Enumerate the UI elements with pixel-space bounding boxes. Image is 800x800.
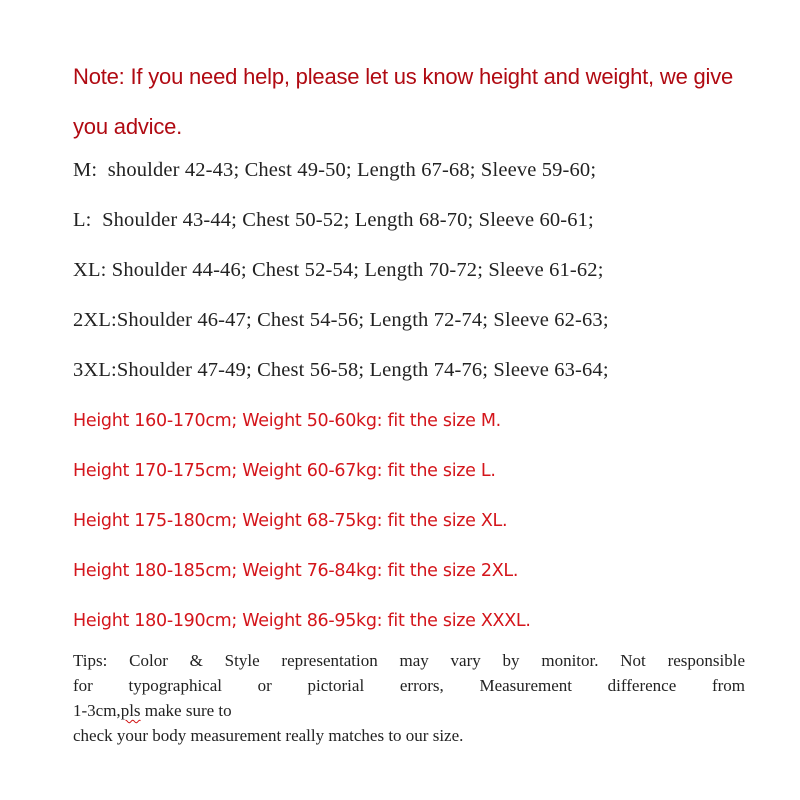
fit-row-xxxl: Height 180-190cm; Weight 86-95kg: fit the size XXXL. (73, 611, 531, 631)
size-label: L: (73, 209, 92, 231)
tips-line-2: for typographical or pictorial errors, Measurement difference from (73, 676, 745, 695)
size-label: 3XL: (73, 359, 117, 381)
tips-line-4: check your body measurement really matches to our size. (73, 726, 464, 745)
size-label: M: (73, 159, 98, 181)
help-note: Note: If you need help, please let us know height and weight, we give you advice. (73, 64, 734, 139)
size-label: 2XL: (73, 309, 117, 331)
size-row-3xl (73, 352, 773, 402)
size-measurements: Shoulder 47-49; Chest 56-58; Length 74-76; Sleeve 63-64; (116, 359, 609, 381)
size-measurements: shoulder 42-43; Chest 49-50; Length 67-68; Sleeve 59-60; (107, 159, 597, 181)
fit-row-xl: Height 175-180cm; Weight 68-75kg: fit the size XL. (73, 511, 508, 531)
tips-line-1: Tips: Color & Style representation may vary by monitor. Not responsible (73, 651, 745, 670)
spellcheck-flagged-word: pls (120, 701, 141, 720)
size-row-xl (73, 252, 773, 302)
size-measurements: Shoulder 46-47; Chest 54-56; Length 72-74; Sleeve 62-63; (116, 309, 609, 331)
size-measurements: Shoulder 44-46; Chest 52-54; Length 70-72; Sleeve 61-62; (111, 259, 604, 281)
size-label: XL: (73, 259, 107, 281)
size-measurements: Shoulder 43-44; Chest 50-52; Length 68-70; Sleeve 60-61; (102, 209, 594, 231)
fit-guide (73, 404, 773, 654)
size-row-2xl (73, 302, 773, 352)
fit-row-2xl: Height 180-185cm; Weight 76-84kg: fit the size 2XL. (73, 561, 519, 581)
fit-row-l: Height 170-175cm; Weight 60-67kg: fit the size L. (73, 461, 496, 481)
tips-line-3: 1-3cm,pls make sure to (73, 701, 232, 720)
tips-paragraph (73, 648, 745, 748)
size-row-l (73, 202, 773, 252)
size-chart (73, 152, 773, 402)
size-row-m (73, 152, 773, 202)
fit-row-m: Height 160-170cm; Weight 50-60kg: fit the size M. (73, 411, 501, 431)
